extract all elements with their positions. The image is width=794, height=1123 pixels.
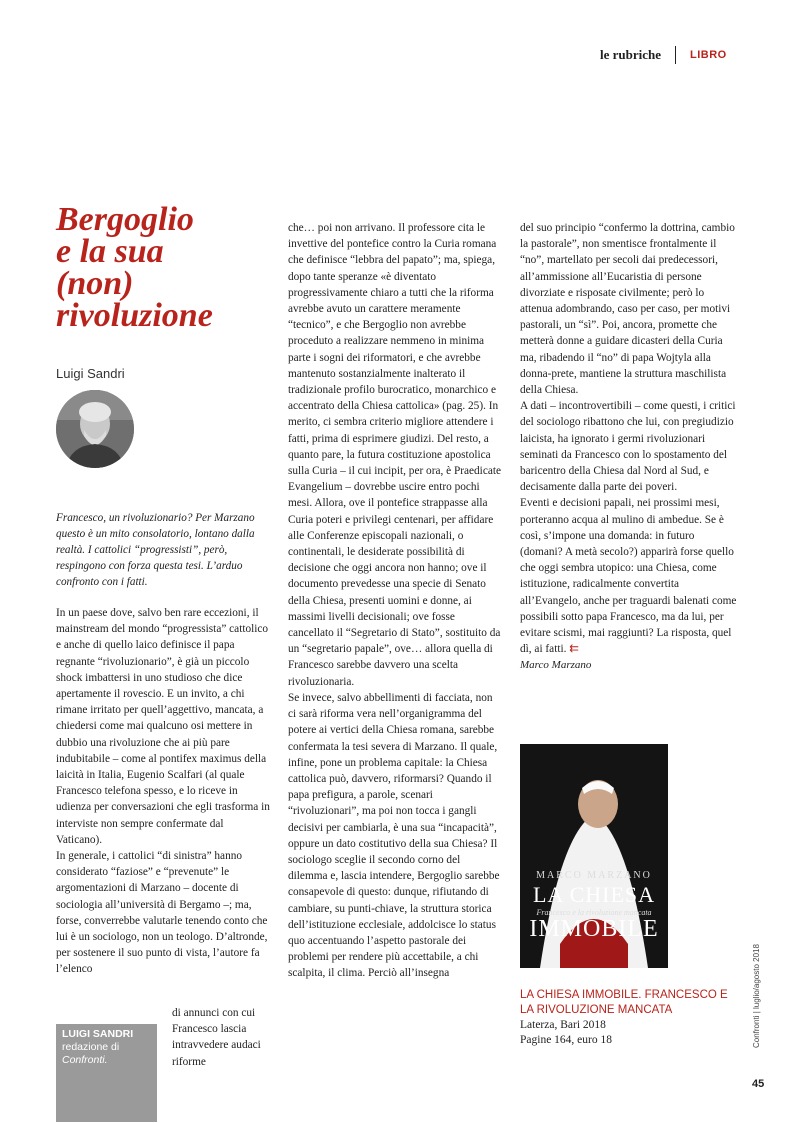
title-line: e la sua xyxy=(56,233,164,270)
paragraph: del suo principio “confermo la dottrina, cambio la pastorale”, non smentisce frontalmente il “no”, martellato per secoli dai predecessori, all’ammissione all’Eucaristia di persone divorziate e risposate civilmente; però lo attenua adombrando, caso per caso, per motivi pastorali, un “sì”. Poi, ancora, promette che metterà donne a guidare dicasteri della Curia ma, ribadendo il “no” di papa Wojtyla alla donna-prete, mantiene la struttura maschilista della Chiesa. xyxy=(520,222,735,397)
author-name: Luigi Sandri xyxy=(56,366,125,381)
avatar-photo-icon xyxy=(56,390,134,468)
author-avatar xyxy=(56,390,134,468)
book-publisher: Laterza, Bari 2018 xyxy=(520,1019,606,1031)
paragraph: Eventi e decisioni papali, nei prossimi mesi, porteranno acqua al mulino di ambedue. Se è così, s’impone una domanda: in futuro (domani? A metà secolo?) apparirà forse quello che oggi sembra utopico: una Chiesa, come istituzione, radicalmente convertita all’Evangelo, anche per traguardi balenati come possibili sotto papa Francesco, ma da lui, per evitare scismi, mai raggiunti? La risposta, quel dì, ai fatti. ⇇ xyxy=(520,497,737,656)
footer-sidebar xyxy=(752,940,766,1050)
cover-title-2: IMMOBILE xyxy=(529,916,659,942)
book-info xyxy=(520,988,740,1048)
paragraph: In un paese dove, salvo ben rare eccezioni, il mainstream del mondo “progressista” cattolico e anche di quello laico definisce il papa regnante “rivoluzionario”, è già un piccolo shock imbattersi in uno studioso che dice apertamente il rovescio. E un invito, a chi rimane irritato per quell’aggettivo, mancata, a chiedersi come mai qualcuno osi mettere in dubbio una rivoluzione che ai più pare indubitabile – come al pontifex maximus della laicità in Italia, Eugenio Scalfari (al quale Francesco telefona spesso, e lo riceve in udienza per conversazioni che egli trasforma in interviste non sempre confermate dal Vaticano). xyxy=(56,607,270,846)
paragraph: che… poi non arrivano. Il professore cita le invettive del pontefice contro la Curia romana che definisce “lebbra del papato”; ma, spiega, dopo tante speranze «è diventato progressivamente chiaro a tutti che la riforma avrebbe avuto un carattere meramente “tecnico”, e che Bergoglio non avrebbe proceduto a realizzare nemmeno in minima parte i sogni dei riformatori, e che avrebbe mantenuto sostanzialmente inalterato il tradizionale profilo burocratico, monarchico e accentrato della Chiesa cattolica» (pag. 25). In merito, ci sembra criterio migliore attendere i fatti, prima di esprimere giudizi. Del resto, a quanto pare, la futura costituzione apostolica sulla Curia – il cui incipit, per ora, è Praedicate Evangelium – dovrebbe uscire entro pochi mesi. Allora, ove il pontefice strappasse alla Curia poteri e privilegi centenari, per affidare alle Conferenze episcopali nazionali, o continentali, le desiderate possibilità di decisione che oggi ancora non hanno; ove il documento prevedesse una specie di Senato della Chiesa, presenti uomini e donne, ai massimi livelli decisionali; ove fosse cancellato il “Segretario di Stato”, sostituito da un “segretario papale”, ove… allora quella di Francesco sarebbe davvero una scelta rivoluzionaria. xyxy=(288,222,501,688)
bio-name: LUIGI SANDRI xyxy=(62,1028,134,1040)
article-column-1 xyxy=(56,605,270,978)
paragraph: Se invece, salvo abbellimenti di facciata, non ci sarà riforma vera nell’organigramma del potere ai vertici della Chiesa romana, sarebbe confermata la tesi severa di Marzano. Il quale, infine, pone un problema capitale: la Chiesa cattolica può, davvero, riformarsi? Quando il papa prefigura, a parole, scenari “rivoluzionari”, ma poi non tocca i gangli decisivi per cambiarla, è una sua “incapacità”, oppure un dato costitutivo della sua Chiesa? Il sociologo sceglie il secondo corno del dilemma e, lascia intendere, Bergoglio sarebbe consapevole di questo: dunque, rifiutando di cambiare, su punti-chiave, la struttura storica dell’istituzione ecclesiale, addolcisce lo status quo accentuando l’aspetto pastorale dei problemi per rendere più accettabile, a chi scalpita, il clima. Perciò all’insegna xyxy=(288,691,500,980)
rubric-label: le rubriche xyxy=(600,47,662,62)
title-line: rivoluzione xyxy=(56,297,213,334)
bio-org: Confronti. xyxy=(62,1054,108,1066)
title-line: Bergoglio xyxy=(56,201,194,238)
book-details: Pagine 164, euro 18 xyxy=(520,1034,612,1046)
footer-credit: Confronti | luglio/agosto 2018 xyxy=(752,944,761,1048)
page-number: 45 xyxy=(752,1078,765,1090)
title-line: (non) xyxy=(56,265,134,302)
article-lead: Francesco, un rivoluzionario? Per Marzano questo è un mito consolatorio, lontano dalla realtà. I cattolici “progressisti”, però, respingono con forza questa tesi. L’arduo confronto con i fatti. xyxy=(56,512,255,588)
article-column-3 xyxy=(520,220,738,674)
book-title: LA CHIESA IMMOBILE. FRANCESCO E LA RIVOLUZIONE MANCATA xyxy=(520,989,728,1016)
article-title xyxy=(56,201,266,334)
header-divider xyxy=(675,46,676,64)
author-bio-box xyxy=(56,1024,157,1122)
cover-title: LA CHIESA xyxy=(532,882,656,907)
bio-role: redazione di xyxy=(62,1041,120,1053)
article-column-1-continued: di annunci con cui Francesco lascia intravvedere audaci riforme xyxy=(172,1007,261,1068)
end-mark-icon: ⇇ xyxy=(569,643,579,656)
cover-author: MARCO MARZANO xyxy=(536,870,652,881)
signature: Marco Marzano xyxy=(520,659,592,672)
paragraph: In generale, i cattolici “di sinistra” hanno considerato “faziose” e “prevenute” le argomentazioni di Marzano – docente di sociologia all’università di Bergamo –; ma, forse, converrebbe valutarle tenendo conto che lui è un sociologo, non un teologo. D’altronde, per sostenere il suo punto di vista, l’autore fa l’elenco xyxy=(56,850,268,976)
book-cover xyxy=(520,744,668,968)
section-label: LIBRO xyxy=(690,49,727,61)
article-column-2 xyxy=(288,220,502,982)
page-header xyxy=(600,46,727,64)
cover-subtitle: Francesco e la rivoluzione mancata xyxy=(536,908,652,917)
paragraph: A dati – incontrovertibili – come questi, i critici del sociologo ribattono che lui, con pregiudizio laicista, ha ignorato i germi rivoluzionari seminati da Francesco con lo spostamento del baricentro della Chiesa dal Nord al Sud, e decisamente dalla parte dei poveri. xyxy=(520,400,736,494)
